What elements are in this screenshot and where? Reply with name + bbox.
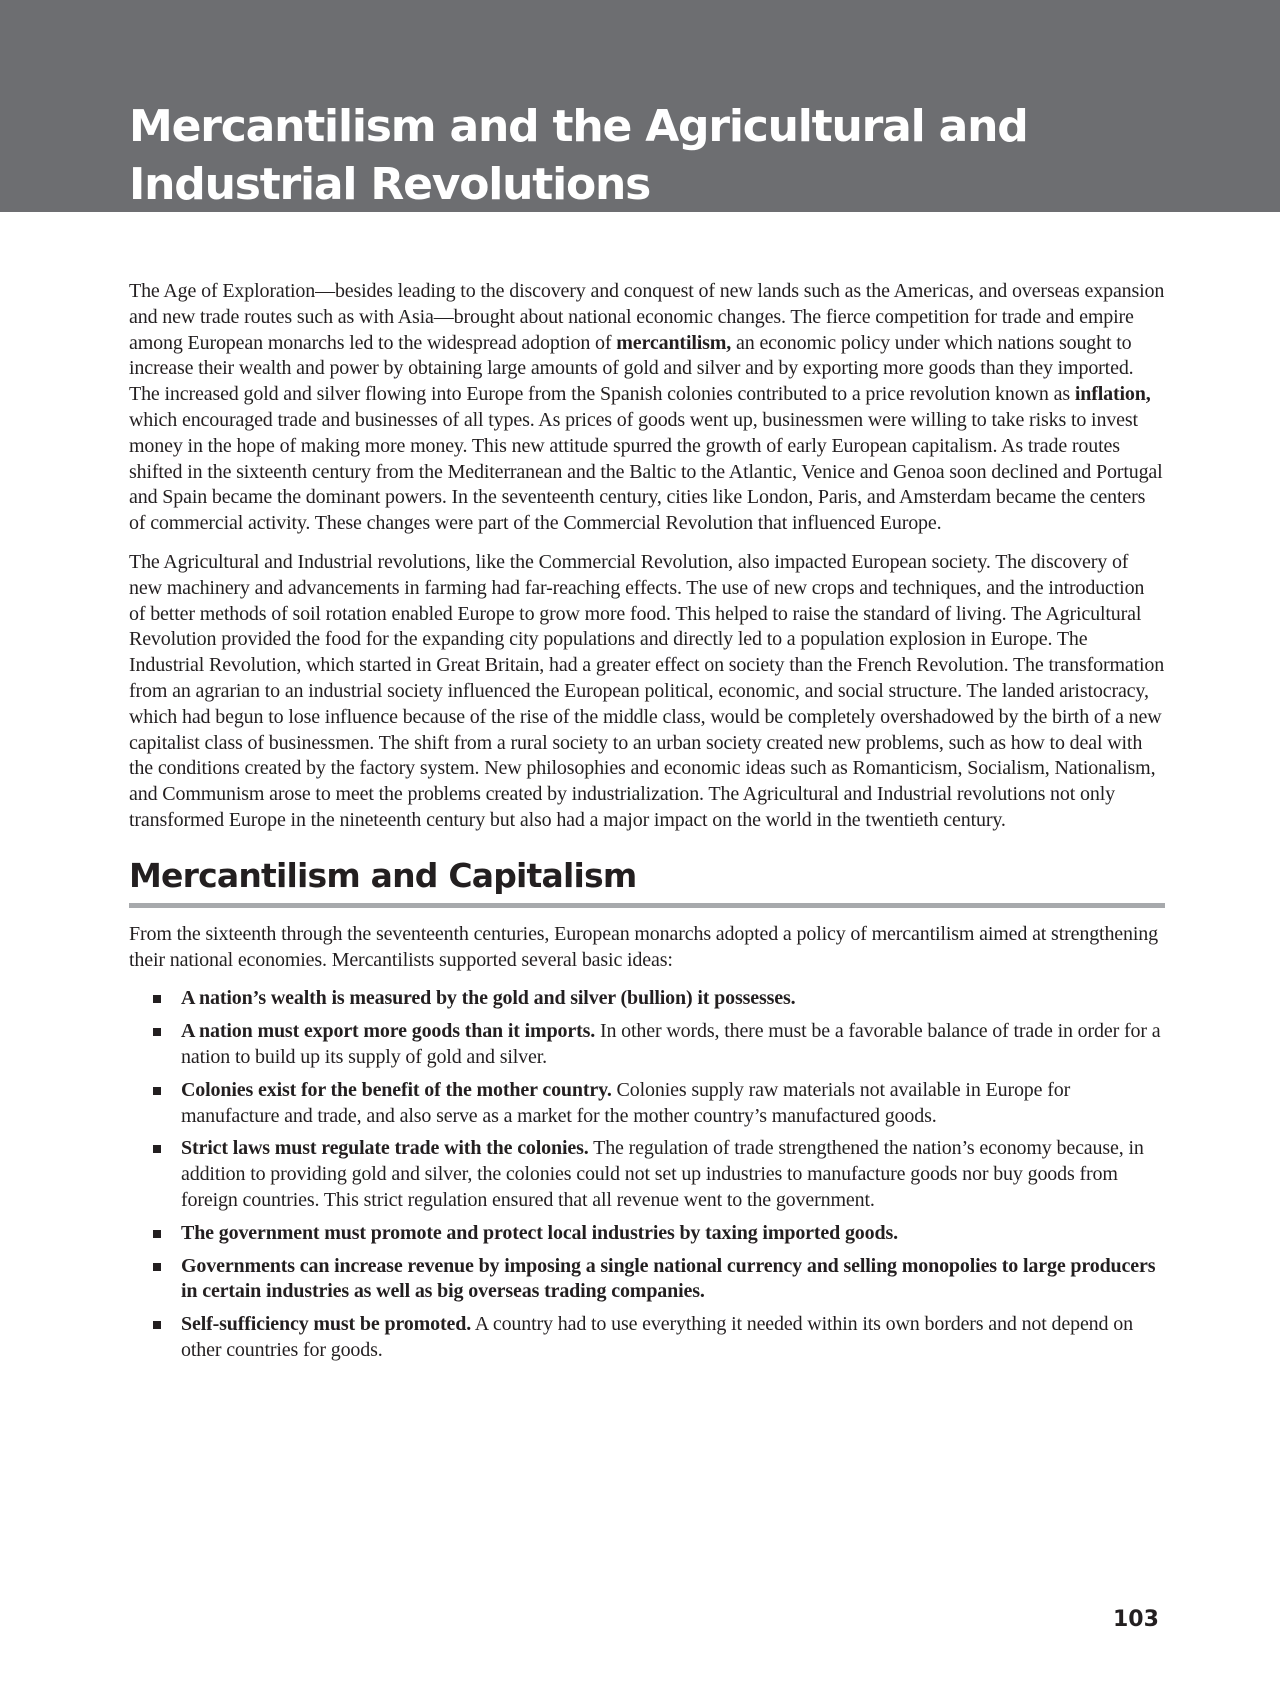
page-content [129, 279, 1165, 1371]
list-item [129, 1078, 1165, 1130]
section-heading: Mercantilism and Capitalism [129, 855, 637, 895]
body-paragraph [129, 279, 1165, 537]
intro-paragraphs [129, 279, 1165, 834]
idea-statement: The government must promote and protect local industries by taxing imported goods. [181, 1221, 898, 1244]
idea-explanation: Colonies supply raw materials not available in Europe for manufacture and trade, and also serve as a market for the mother country’s manufactured goods. [181, 1078, 1071, 1127]
page-number: 103 [1113, 1607, 1159, 1632]
square-bullet-icon [153, 1145, 161, 1153]
idea-statement: Colonies exist for the benefit of the mother country. [181, 1078, 612, 1101]
key-term: mercantilism, [616, 331, 732, 354]
square-bullet-icon [153, 1263, 161, 1271]
paragraph-text: which encouraged trade and businesses of all types. As prices of goods went up, businessmen were willing to take risks to invest money in the hope of making more money. This new attitude spurred the growth of early European capitalism. As trade routes shifted in the sixteenth century from the Mediterranean and the Baltic to the Atlantic, Venice and Genoa soon declined and Portugal and Spain became the dominant powers. In the seventeenth century, cities like London, Paris, and Amsterdam became the centers of commercial activity. These changes were part of the Commercial Revolution that influenced Europe. [129, 408, 1163, 535]
square-bullet-icon [153, 1028, 161, 1036]
section-intro-paragraph: From the sixteenth through the seventeenth centuries, European monarchs adopted a policy of mercantilism aimed at strengthening their national economies. Mercantilists supported several basic ideas: [129, 922, 1158, 971]
list-item [129, 1312, 1165, 1364]
list-item [129, 1254, 1165, 1306]
list-item [129, 1136, 1165, 1213]
idea-statement: A nation must export more goods than it imports. [181, 1020, 596, 1043]
paragraph-text: an economic policy under which nations sought to increase their wealth and power by obtaining large amounts of gold and silver and by exporting more goods than they imported. The increased gold and silver flowing into Europe from the Spanish colonies contributed to a price revolution known as [129, 331, 1134, 406]
body-paragraph [129, 550, 1165, 834]
paragraph-text: The Age of Exploration—besides leading to the discovery and conquest of new lands such as the Americas, and overseas expansion and new trade routes such as with Asia—brought about national economic changes. The fierce competition for trade and empire among European monarchs led to the widespread adoption of [129, 280, 1165, 354]
square-bullet-icon [153, 1230, 161, 1238]
key-term: inflation, [1074, 383, 1151, 406]
list-item [129, 1221, 1165, 1247]
mercantilist-ideas-list [129, 986, 1165, 1363]
idea-explanation: The regulation of trade strengthened the nation’s economy because, in addition to providing gold and silver, the colonies could not set up industries to manufacture goods nor buy goods from foreign countries. This strict regulation ensured that all revenue went to the government. [181, 1137, 1144, 1211]
chapter-banner [0, 0, 1280, 212]
idea-statement: A nation’s wealth is measured by the gold and silver (bullion) it possesses. [181, 987, 796, 1010]
square-bullet-icon [153, 1087, 161, 1095]
section-divider [129, 903, 1165, 908]
square-bullet-icon [153, 995, 161, 1003]
list-item [129, 1019, 1165, 1071]
idea-statement: Governments can increase revenue by imposing a single national currency and selling monopolies to large producers in certain industries as well as big overseas trading companies. [181, 1254, 1156, 1303]
list-item [129, 986, 1165, 1012]
idea-explanation: A country had to use everything it needed within its own borders and not depend on other countries for goods. [181, 1313, 1133, 1361]
idea-explanation: In other words, there must be a favorable balance of trade in order for a nation to build up its supply of gold and silver. [181, 1020, 1161, 1068]
chapter-title: Mercantilism and the Agricultural and Industrial Revolutions [129, 101, 1028, 210]
idea-statement: Self-sufficiency must be promoted. [181, 1313, 472, 1336]
square-bullet-icon [153, 1321, 161, 1329]
idea-statement: Strict laws must regulate trade with the colonies. [181, 1137, 589, 1160]
paragraph-text: The Agricultural and Industrial revolutions, like the Commercial Revolution, also impacted European society. The discovery of new machinery and advancements in farming had far-reaching effects. The use of new crops and techniques, and the introduction of better methods of soil rotation enabled Europe to grow more food. This helped to raise the standard of living. The Agricultural Revolution provided the food for the expanding city populations and directly led to a population explosion in Europe. The Industrial Revolution, which started in Great Britain, had a greater effect on society than the French Revolution. The transformation from an agrarian to an industrial society influenced the European political, economic, and social structure. The landed aristocracy, which had begun to lose influence because of the rise of the middle class, would be completely overshadowed by the birth of a new capitalist class of businessmen. The shift from a rural society to an urban society created new problems, such as how to deal with the conditions created by the factory system. New philosophies and economic ideas such as Romanticism, Socialism, Nationalism, and Communism arose to meet the problems created by industrialization. The Agricultural and Industrial revolutions not only transformed Europe in the nineteenth century but also had a major impact on the world in the twentieth century. [129, 550, 1165, 831]
